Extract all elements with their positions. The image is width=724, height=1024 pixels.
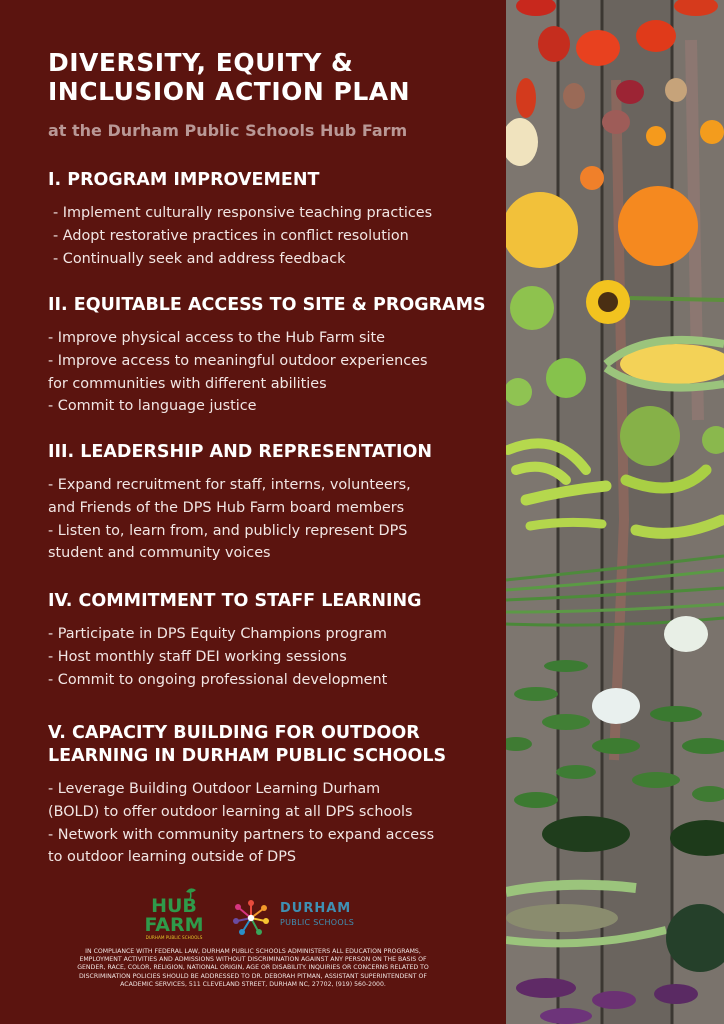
dps-subname: PUBLIC SCHOOLS: [280, 918, 355, 927]
dps-flower-icon: [228, 896, 274, 940]
section-body: [48, 623, 498, 691]
section-line: to outdoor learning outside of DPS: [48, 849, 297, 866]
page-title: [48, 48, 488, 106]
dps-name: DURHAM: [280, 901, 352, 916]
disclaimer-line: DISCRIMINATION POLICIES SHOULD BE ADDRESSED TO DR. DEBORAH PITMAN, ASSISTANT SUPERINTENDENT OF: [79, 972, 427, 980]
section-line: student and community voices: [48, 545, 271, 562]
hub-farm-line2: FARM: [144, 914, 204, 936]
section-staff-learning: [48, 590, 498, 691]
section-program-improvement: [48, 169, 498, 270]
hub-farm-tagline: DURHAM PUBLIC SCHOOLS: [145, 935, 203, 940]
logo-row: [0, 886, 506, 946]
produce-photo: [506, 0, 724, 1024]
section-line: - Leverage Building Outdoor Learning Durham: [48, 781, 381, 797]
section-line: - Host monthly staff DEI working sessions: [48, 648, 347, 665]
hub-farm-logo: [134, 888, 216, 942]
section-heading: [48, 722, 498, 768]
disclaimer-line: ACADEMIC SERVICES, 511 CLEVELAND STREET, DURHAM NC, 27702, (919) 560-2000.: [120, 980, 386, 988]
section-line: - Listen to, learn from, and publicly represent DPS: [48, 522, 408, 539]
page-subtitle: at the Durham Public Schools Hub Farm: [48, 121, 408, 140]
section-line: (BOLD) to offer outdoor learning at all DPS schools: [48, 803, 413, 820]
section-equitable-access: [48, 294, 498, 418]
section-line: - Network with community partners to expand access: [48, 826, 435, 843]
section-heading: IV. COMMITMENT TO STAFF LEARNING: [48, 591, 422, 611]
section-body: [48, 474, 498, 565]
section-body: [48, 327, 498, 418]
hub-farm-line1: HUB: [151, 895, 197, 917]
dps-logo: [228, 896, 358, 940]
disclaimer-line: EMPLOYMENT ACTIVITIES AND ADMISSIONS WITHOUT DISCRIMINATION AGAINST ANY PERSON ON THE BASIS OF: [79, 956, 427, 964]
vegetables-on-wood-image: [506, 0, 724, 1024]
section-line: - Participate in DPS Equity Champions program: [48, 626, 387, 642]
section-leadership: [48, 441, 498, 565]
non-discrimination-disclaimer: [18, 948, 488, 989]
section-line: for communities with different abilities: [48, 375, 327, 392]
section-heading: I. PROGRAM IMPROVEMENT: [48, 170, 320, 190]
section-line: - Expand recruitment for staff, interns, volunteers,: [48, 477, 411, 493]
section-body: [48, 778, 498, 869]
section-body: [48, 202, 498, 270]
section-line: - Improve physical access to the Hub Farm site: [48, 330, 386, 346]
section-line: and Friends of the DPS Hub Farm board members: [48, 499, 405, 516]
title-line-1: DIVERSITY, EQUITY &: [48, 48, 354, 77]
section-heading: III. LEADERSHIP AND REPRESENTATION: [48, 442, 432, 462]
section-line: - Commit to language justice: [48, 398, 257, 415]
disclaimer-line: IN COMPLIANCE WITH FEDERAL LAW, DURHAM PUBLIC SCHOOLS ADMINISTERS ALL EDUCATION PROGRAMS,: [85, 948, 421, 955]
heading-line: V. CAPACITY BUILDING FOR OUTDOOR: [48, 723, 420, 743]
section-line: - Adopt restorative practices in conflict resolution: [53, 227, 409, 244]
title-line-2: INCLUSION ACTION PLAN: [48, 77, 411, 106]
section-capacity-building: [48, 722, 498, 869]
heading-line: LEARNING IN DURHAM PUBLIC SCHOOLS: [48, 746, 447, 766]
section-line: - Continually seek and address feedback: [53, 250, 346, 267]
disclaimer-line: GENDER, RACE, COLOR, RELIGION, NATIONAL ORIGIN, AGE OR DISABILITY. INQUIRIES OR CONCERNS RELATED TO: [77, 964, 429, 972]
section-heading: II. EQUITABLE ACCESS TO SITE & PROGRAMS: [48, 295, 486, 315]
section-line: - Improve access to meaningful outdoor experiences: [48, 352, 428, 369]
section-line: - Implement culturally responsive teaching practices: [53, 205, 433, 221]
section-line: - Commit to ongoing professional development: [48, 671, 388, 688]
